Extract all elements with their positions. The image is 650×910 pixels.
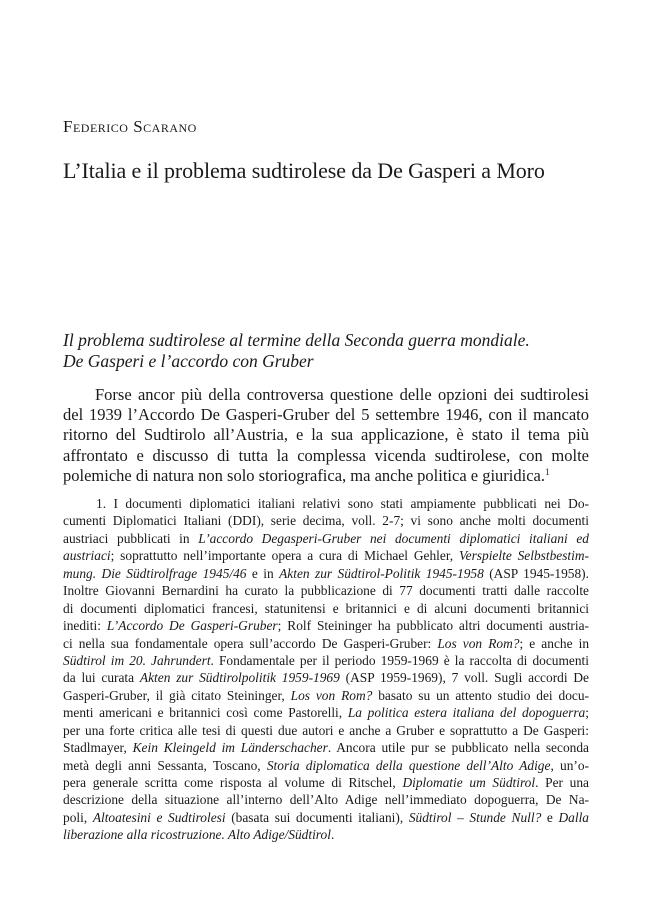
- footnote-line: [63, 547, 589, 564]
- footnote-line: [63, 565, 589, 582]
- footnote-text-run: Inoltre Giovanni Bernardini ha curato la pubblicazione di 77 documenti tratti dalle raccolte: [63, 583, 589, 599]
- footnote-line: [63, 582, 589, 599]
- footnote-italic-run: Akten zur Südtirolpolitik 1959-1969: [139, 670, 340, 686]
- footnote: [63, 495, 589, 844]
- section-heading-line-2: De Gasperi e l’accordo con Gruber: [63, 351, 314, 371]
- footnote-line: [63, 530, 589, 547]
- body-line: Forse ancor più della controversa questione delle opzioni dei sudtirolesi: [95, 385, 589, 404]
- footnote-text-run: (basata sui documenti italiani),: [225, 809, 409, 825]
- chapter-title: L’Italia e il problema sudtirolese da De Gasperi a Moro: [63, 158, 545, 183]
- footnote-italic-run: Storia diplomatica della questione dell’Alto Adige: [266, 757, 551, 773]
- footnote-italic-run: Südtirol im 20. Jahrundert: [63, 652, 211, 668]
- footnote-line: [63, 617, 589, 634]
- footnote-text-run: ;: [585, 705, 589, 721]
- footnote-text-run: (ASP 1945-1958).: [483, 565, 589, 581]
- footnote-italic-run: Verspielte Selbstbestim-: [458, 548, 589, 564]
- footnote-line: [63, 809, 589, 826]
- footnote-text-run: cumenti Diplomatici Italiani (DDI), serie decima, voll. 2-7; vi sono anche molti documenti: [63, 513, 589, 529]
- body-paragraph: [63, 385, 589, 486]
- footnote-line: [63, 757, 589, 774]
- section-heading: [63, 330, 593, 372]
- footnote-line: [63, 669, 589, 686]
- footnote-italic-run: Dalla: [558, 809, 590, 825]
- footnote-text-run: ; soprattutto nell’importante opera a cura di Michael Gehler,: [110, 548, 459, 564]
- body-line: polemiche di natura non solo storiografica, ma anche politica e giuridica.$^1$: [63, 465, 550, 485]
- body-line: del 1939 l’Accordo De Gasperi-Gruber del 5 settembre 1946, con il mancato: [63, 405, 589, 425]
- footnote-line: [63, 512, 589, 529]
- footnote-text-run: poli,: [63, 809, 93, 825]
- footnote-line: [63, 600, 589, 617]
- footnote-italic-run: Diplomatie um Südtirol: [402, 775, 536, 790]
- body-line: affrontato e discusso di tutta la complessa vicenda sudtirolese, con molte: [63, 445, 589, 465]
- footnote-italic-run: liberazione alla ricostruzione. Alto Adige/Südtirol: [63, 827, 331, 843]
- footnote-text-run: inediti:: [63, 618, 107, 634]
- footnote-line: [63, 774, 589, 791]
- body-line: ritorno del Sudtirolo all’Austria, e la sua applicazione, è stato il tema più: [63, 425, 589, 445]
- footnote-line: [63, 495, 589, 512]
- footnote-italic-run: L’accordo Degasperi-Gruber nei documenti diplomatici italiani ed: [198, 530, 589, 546]
- footnote-text-run: pera generale scritta come risposta al volume di Ritschel,: [63, 775, 403, 790]
- footnote-text-run: e in: [246, 565, 280, 581]
- footnote-text-run: descrizione della situazione all’interno dell’Alto Adige nell’immediato dopoguerra, De Na-: [63, 792, 589, 808]
- footnote-text-run: (ASP 1959-1969), 7 voll. Sugli accordi De: [339, 670, 589, 686]
- footnote-italic-run: Kein Kleingeld im Länderschacher: [132, 740, 328, 756]
- footnote-marker: 1: [545, 466, 550, 477]
- footnote-line: [63, 652, 589, 669]
- footnote-text-run: austriaci pubblicati in: [63, 530, 199, 546]
- footnote-italic-run: L’Accordo De Gasperi-Gruber: [106, 618, 278, 634]
- footnote-text-run: per una forte critica alle tesi di questi due autori e anche a Gruber e soprattutto a De Gasperi:: [63, 722, 589, 738]
- footnote-line: [63, 739, 589, 756]
- footnote-text-run: e: [541, 809, 559, 825]
- footnote-italic-run: Los von Rom?: [437, 635, 520, 651]
- footnote-line: [63, 826, 589, 843]
- footnote-text-run: ; e anche in: [519, 635, 590, 651]
- footnote-italic-run: La politica estera italiana del dopoguerra: [347, 705, 586, 721]
- footnote-text-run: . Ancora utile pur se pubblicato nella seconda: [327, 740, 589, 756]
- footnote-text-run: menti americani e britannici così come Pastorelli,: [63, 705, 348, 721]
- footnote-italic-run: austriaci: [63, 548, 111, 564]
- footnote-italic-run: mung. Die Südtirolfrage 1945/46: [63, 565, 247, 581]
- footnote-italic-run: Akten zur Südtirol-Politik 1945-1958: [279, 565, 484, 581]
- footnote-text-run: ; Rolf Steininger ha pubblicato altri documenti austria-: [277, 618, 589, 634]
- footnote-text-run: basato su un attento studio dei docu-: [372, 687, 589, 703]
- section-heading-line-1: Il problema sudtirolese al termine della Seconda guerra mondiale.: [63, 330, 530, 350]
- footnote-text-run: Stadlmayer,: [63, 740, 133, 756]
- footnote-text-run: metà degli anni Sessanta, Toscano,: [63, 757, 267, 773]
- footnote-line: [63, 635, 589, 652]
- footnote-line: [63, 704, 589, 721]
- footnote-text-run: , un’o-: [550, 757, 589, 773]
- footnote-text-run: di documenti diplomatici francesi, statunitensi e britannici e di alcuni documenti britannici: [63, 600, 589, 616]
- footnote-line: [63, 722, 589, 739]
- footnote-line: [63, 791, 589, 808]
- footnote-text-run: . Per una: [535, 775, 590, 790]
- footnote-text-run: da lui curata: [63, 670, 140, 686]
- footnote-italic-run: Los von Rom?: [290, 687, 373, 703]
- footnote-text-run: ci nella sua fondamentale opera sull’accordo De Gasperi-Gruber:: [63, 635, 438, 651]
- footnote-text-run: 1. I documenti diplomatici italiani relativi sono stati ampiamente pubblicati nei Do-: [96, 496, 589, 511]
- footnote-italic-run: Südtirol – Stunde Null?: [408, 809, 542, 825]
- footnote-italic-run: Altoatesini e Sudtirolesi: [92, 809, 226, 825]
- footnote-text-run: Gasperi-Gruber, il già citato Steininger,: [63, 687, 291, 703]
- footnote-text-run: . Fondamentale per il periodo 1959-1969 è la raccolta di documenti: [210, 652, 589, 668]
- footnote-line: [63, 687, 589, 704]
- author-name: Federico Scarano: [63, 117, 197, 136]
- footnote-text-run: .: [330, 827, 335, 843]
